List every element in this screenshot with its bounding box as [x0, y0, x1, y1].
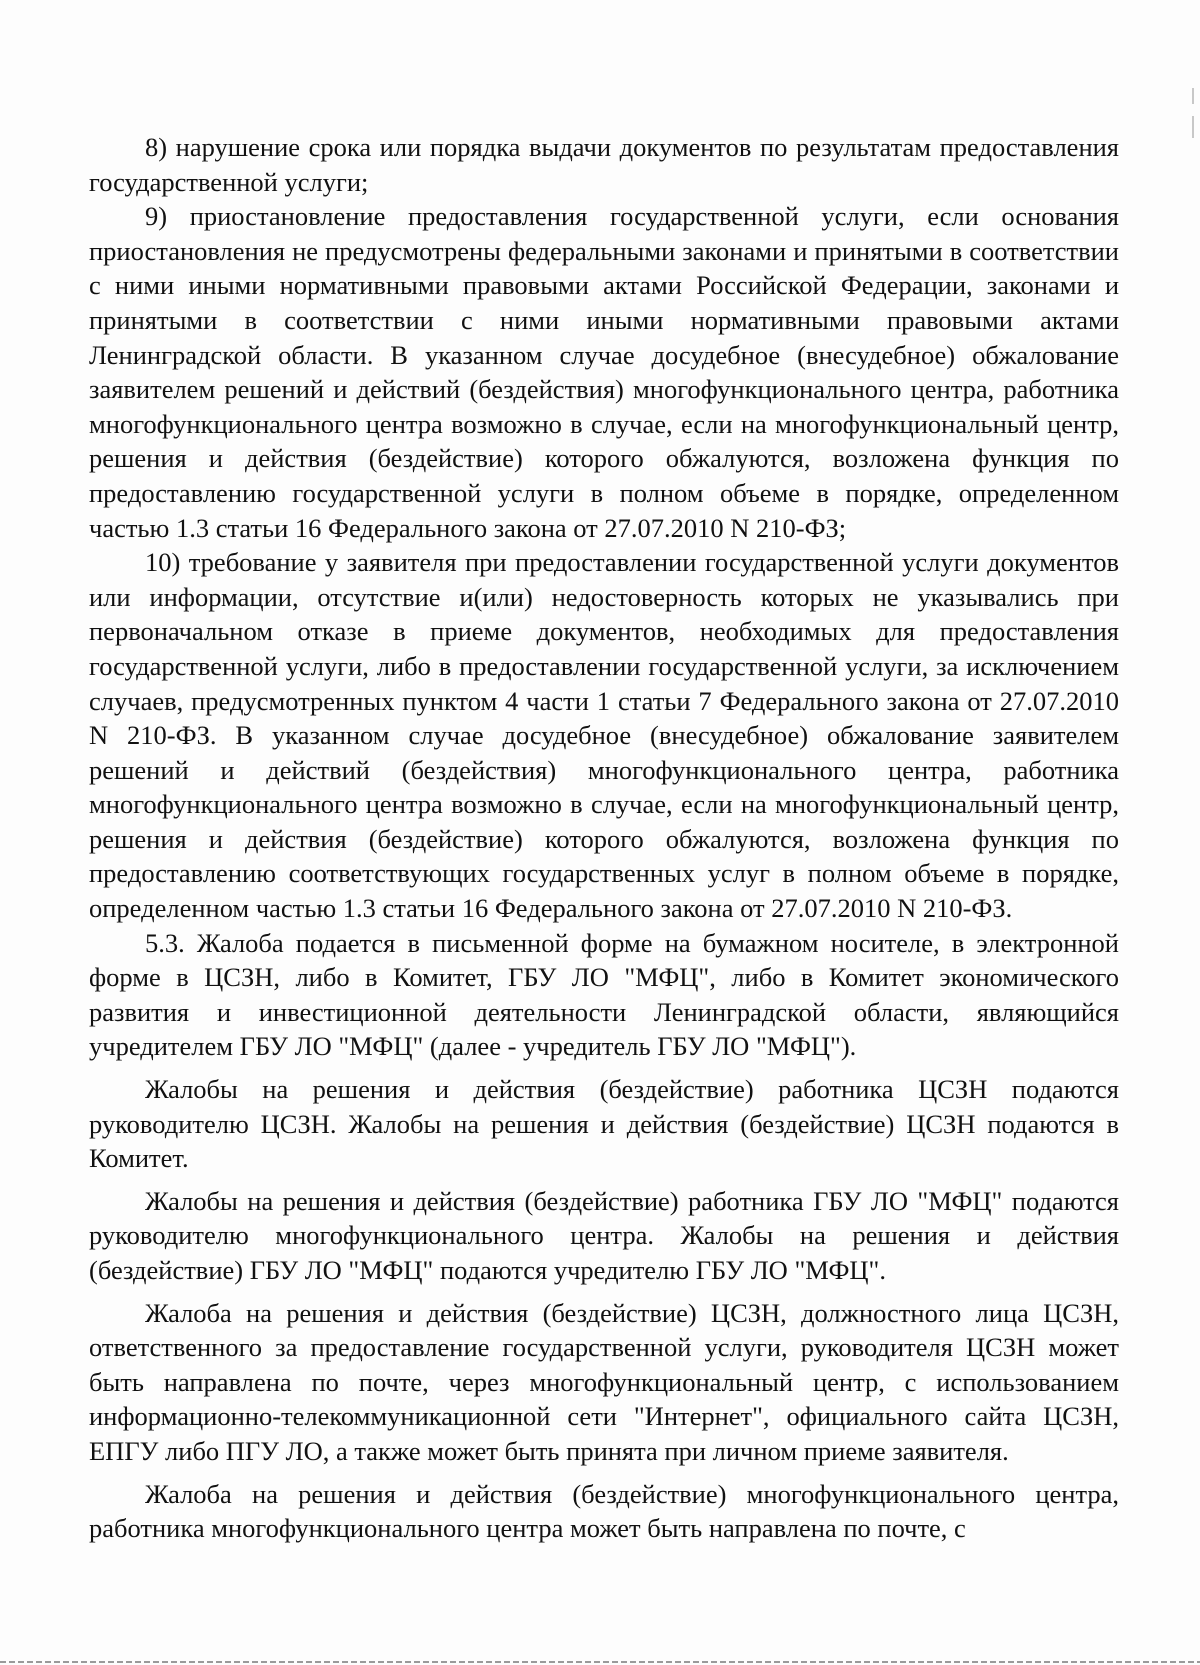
paragraph-complaint-channels-cszn: Жалоба на решения и действия (бездействие) ЦСЗН, должностного лица ЦСЗН, ответственного за предоставление государственной услуги, руководителя ЦСЗН может быть направлена по почте, через многофункциональный центр, с использованием информационно-телекоммуникационной сети "Интернет", официального сайта ЦСЗН, ЕПГУ либо ПГУ ЛО, а также может быть принята при личном приеме заявителя. [89, 1297, 1119, 1466]
paragraph-complaints-cszn: Жалобы на решения и действия (бездействие) работника ЦСЗН подаются руководителю ЦСЗН. Жалобы на решения и действия (бездействие) ЦСЗН подаются в Комитет. [89, 1074, 1119, 1174]
scan-bottom-edge [0, 1661, 1200, 1663]
document-body [89, 130, 1119, 1546]
paragraph-item-10: 10) требование у заявителя при предоставлении государственной услуги документов или информации, отсутствие и(или) недостоверность которых не указывались при первоначальном отказе в приеме документов, необходимых для предоставления государственной услуги, либо в предоставлении государственной услуги, за исключением случаев, предусмотренных пунктом 4 части 1 статьи 7 Федерального закона от 27.07.2010 N 210-ФЗ. В указанном случае досудебное (внесудебное) обжалование заявителем решений и действий (бездействия) многофункционального центра, работника многофункционального центра возможно в случае, если на многофункциональный центр, решения и действия (бездействие) которого обжалуются, возложена функция по предоставлению соответствующих государственных услуг в полном объеме в порядке, определенном частью 1.3 статьи 16 Федерального закона от 27.07.2010 N 210-ФЗ. [89, 547, 1119, 924]
paragraph-complaint-channels-mfc: Жалоба на решения и действия (бездействие) многофункционального центра, работника многофункционального центра может быть направлена по почте, с [89, 1478, 1119, 1544]
scan-artifact-mark [1192, 88, 1194, 104]
scan-artifact-mark [1192, 116, 1194, 138]
paragraph-complaints-mfc: Жалобы на решения и действия (бездействие) работника ГБУ ЛО "МФЦ" подаются руководителю многофункционального центра. Жалобы на решения и действия (бездействие) ГБУ ЛО "МФЦ" подаются учредителю ГБУ ЛО "МФЦ". [89, 1185, 1119, 1285]
paragraph-section-5-3: 5.3. Жалоба подается в письменной форме на бумажном носителе, в электронной форме в ЦСЗН, либо в Комитет, ГБУ ЛО "МФЦ", либо в Комитет экономического развития и инвестиционной деятельности Ленинградской области, являющийся учредителем ГБУ ЛО "МФЦ" (далее - учредитель ГБУ ЛО "МФЦ"). [89, 927, 1119, 1062]
paragraph-item-8: 8) нарушение срока или порядка выдачи документов по результатам предоставления государственной услуги; [89, 132, 1119, 197]
paragraph-item-9: 9) приостановление предоставления государственной услуги, если основания приостановления не предусмотрены федеральными законами и принятыми в соответствии с ними иными нормативными правовыми актами Российской Федерации, законами и принятыми в соответствии с ними иными нормативными правовыми актами Ленинградской области. В указанном случае досудебное (внесудебное) обжалование заявителем решений и действий (бездействия) многофункционального центра, работника многофункционального центра возможно в случае, если на многофункциональный центр, решения и действия (бездействие) которого обжалуются, возложена функция по предоставлению государственной услуги в полном объеме в порядке, определенном частью 1.3 статьи 16 Федерального закона от 27.07.2010 N 210-ФЗ; [89, 201, 1119, 543]
